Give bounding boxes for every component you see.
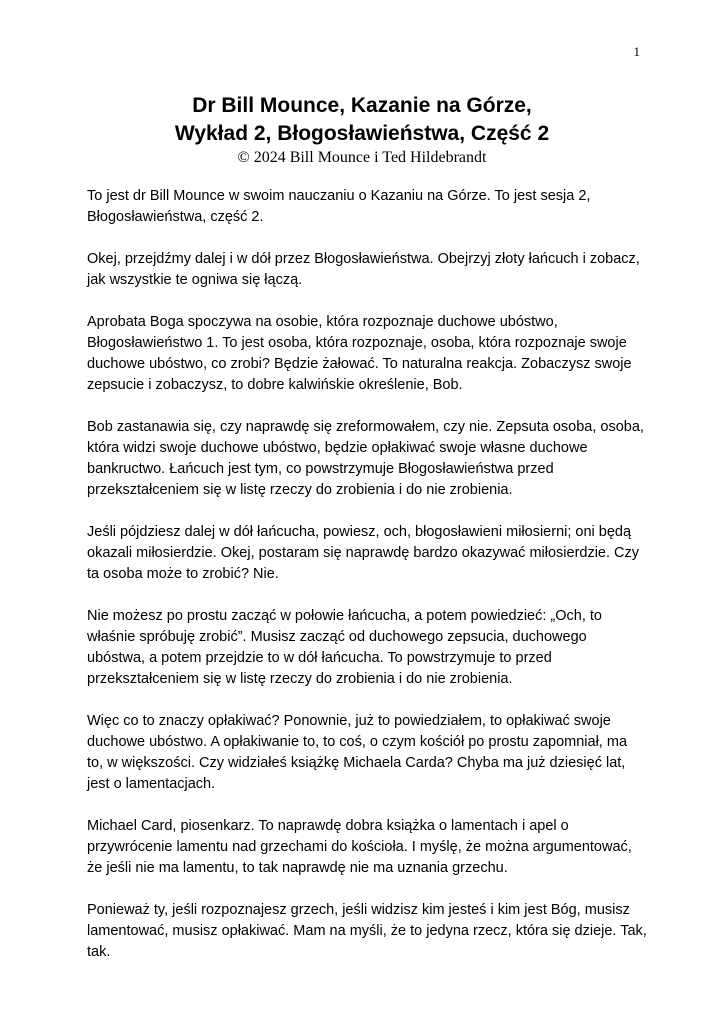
paragraph: Aprobata Boga spoczywa na osobie, która rozpoznaje duchowe ubóstwo, Błogosławieństwo 1. To jest osoba, która rozpoznaje, osoba, która rozpoznaje swoje duchowe ubóstwo, co zrobi? Będzie żałować. To naturalna reakcja. Zobaczysz swoje zepsucie i zobaczysz, to dobre kalwińskie określenie, Bob. [87, 314, 632, 393]
title-line-1: Dr Bill Mounce, Kazanie na Górze, [192, 94, 532, 117]
document-body [87, 186, 647, 984]
paragraph: Bob zastanawia się, czy naprawdę się zreformowałem, czy nie. Zepsuta osoba, osoba, która widzi swoje duchowe ubóstwo, będzie opłakiwać swoje własne duchowe bankructwo. Łańcuch jest tym, co powstrzymuje Błogosławieństwa przed przekształceniem się w listę rzeczy do zrobienia i do nie zrobienia. [87, 419, 644, 498]
copyright-notice: © 2024 Bill Mounce i Ted Hildebrandt [237, 149, 487, 166]
paragraph: Jeśli pójdziesz dalej w dół łańcucha, powiesz, och, błogosławieni miłosierni; oni będą okazali miłosierdzie. Okej, postaram się naprawdę bardzo okazywać miłosierdzie. Czy ta osoba może to zrobić? Nie. [87, 524, 640, 582]
document-header [0, 92, 724, 168]
title-line-2: Wykład 2, Błogosławieństwa, Część 2 [174, 122, 550, 145]
paragraph: Nie możesz po prostu zacząć w połowie łańcucha, a potem powiedzieć: „Och, to właśnie spróbuję zrobić”. Musisz zacząć od duchowego zepsucia, duchowego ubóstwa, a potem przejdzie to w dół łańcucha. To powstrzymuje to przed przekształceniem się w listę rzeczy do zrobienia i do nie zrobienia. [87, 608, 602, 687]
page-number: 1 [633, 44, 640, 59]
paragraph: Więc co to znaczy opłakiwać? Ponownie, już to powiedziałem, to opłakiwać swoje duchowe ubóstwo. A opłakiwanie to, to coś, o czym kościół po prostu zapomniał, ma to, w większości. Czy widziałeś książkę Michaela Carda? Chyba ma już dziesięć lat, jest o lamentacjach. [87, 713, 628, 792]
paragraph: Okej, przejdźmy dalej i w dół przez Błogosławieństwa. Obejrzyj złoty łańcuch i zobacz, jak wszystkie te ogniwa się łączą. [87, 251, 640, 288]
paragraph: To jest dr Bill Mounce w swoim nauczaniu o Kazaniu na Górze. To jest sesja 2, Błogosławieństwa, część 2. [87, 188, 591, 225]
paragraph: Ponieważ ty, jeśli rozpoznajesz grzech, jeśli widzisz kim jesteś i kim jest Bóg, musisz lamentować, musisz opłakiwać. Mam na myśli, że to jedyna rzecz, która się dzieje. Tak, tak. [87, 902, 647, 960]
paragraph: Michael Card, piosenkarz. To naprawdę dobra książka o lamentach i apel o przywrócenie lamentu nad grzechami do kościoła. I myślę, że można argumentować, że jeśli nie ma lamentu, to tak naprawdę nie ma uznania grzechu. [87, 818, 632, 876]
